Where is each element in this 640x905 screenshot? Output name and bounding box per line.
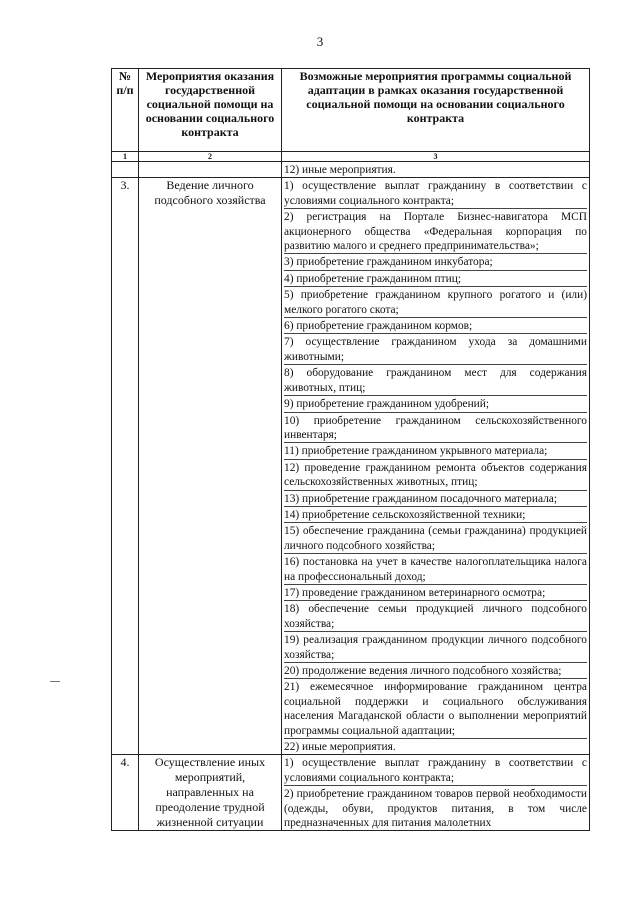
table-header-row bbox=[112, 69, 590, 152]
list-item: 21) ежемесячное информирование гражданином центра социальной поддержки и социального обслуживания населения Магаданской области о выполнении мероприятий программы социальной адаптации; bbox=[284, 679, 587, 739]
row-number-cell bbox=[112, 162, 139, 178]
row-name: Ведение личного подсобного хозяйства bbox=[139, 178, 282, 755]
list-item: 8) оборудование гражданином мест для содержания животных, птиц; bbox=[284, 365, 587, 396]
list-item: 17) проведение гражданином ветеринарного осмотра; bbox=[284, 585, 587, 601]
list-item: 15) обеспечение гражданина (семьи гражданина) продукцией личного подсобного хозяйства; bbox=[284, 523, 587, 554]
table-row bbox=[112, 755, 590, 831]
header-possible-measures: Возможные мероприятия программы социальной адаптации в рамках оказания государственной социальной помощи на основании социального контракта bbox=[282, 69, 590, 152]
list-item: 2) регистрация на Портале Бизнес-навигатора МСП акционерного общества «Федеральная корпорация по развитию малого и среднего предпринимательства»; bbox=[284, 209, 587, 254]
column-number: 2 bbox=[139, 152, 282, 162]
list-item: 16) постановка на учет в качестве налогоплательщика налога на профессиональный доход; bbox=[284, 554, 587, 585]
row-name: Осуществление иных мероприятий, направленных на преодоление трудной жизненной ситуации bbox=[139, 755, 282, 831]
page-number: 3 bbox=[316, 34, 324, 49]
list-item: 22) иные мероприятия. bbox=[284, 741, 396, 754]
list-item: 11) приобретение гражданином укрывного материала; bbox=[284, 443, 587, 459]
row-items-cell bbox=[282, 162, 590, 178]
table-row bbox=[112, 178, 590, 755]
measures-table bbox=[111, 68, 590, 831]
row-name-cell bbox=[139, 162, 282, 178]
row-items-cell bbox=[282, 755, 590, 831]
list-item: 14) приобретение сельскохозяйственной техники; bbox=[284, 507, 587, 523]
row-items-cell bbox=[282, 178, 590, 755]
list-item: 13) приобретение гражданином посадочного материала; bbox=[284, 491, 587, 507]
list-item: 12) проведение гражданином ремонта объектов содержания сельскохозяйственных животных, птиц; bbox=[284, 460, 587, 491]
list-item: 3) приобретение гражданином инкубатора; bbox=[284, 254, 587, 270]
list-item: 19) реализация гражданином продукции личного подсобного хозяйства; bbox=[284, 632, 587, 663]
list-item: 5) приобретение гражданином крупного рогатого и (или) мелкого рогатого скота; bbox=[284, 287, 587, 318]
list-item: 2) приобретение гражданином товаров первой необходимости (одежды, обуви, продуктов питания, в том числе предназначенных для питания малолетних bbox=[284, 788, 587, 830]
header-measures: Мероприятия оказания государственной социальной помощи на основании социального контракта bbox=[139, 69, 282, 152]
column-number-row bbox=[112, 152, 590, 162]
list-item: 20) продолжение ведения личного подсобного хозяйства; bbox=[284, 663, 587, 679]
list-item: 10) приобретение гражданином сельскохозяйственного инвентаря; bbox=[284, 413, 587, 444]
margin-mark bbox=[50, 681, 60, 682]
list-item: 1) осуществление выплат гражданину в соответствии с условиями социального контракта; bbox=[284, 755, 587, 786]
list-item: 6) приобретение гражданином кормов; bbox=[284, 318, 587, 334]
row-number: 3. bbox=[112, 178, 139, 755]
column-number: 3 bbox=[282, 152, 590, 162]
row-number: 4. bbox=[112, 755, 139, 831]
table-row bbox=[112, 162, 590, 178]
list-item: 18) обеспечение семьи продукцией личного подсобного хозяйства; bbox=[284, 601, 587, 632]
list-item: 12) иные мероприятия. bbox=[284, 164, 396, 176]
header-number: № п/п bbox=[112, 69, 139, 152]
column-number: 1 bbox=[112, 152, 139, 162]
list-item: 1) осуществление выплат гражданину в соответствии с условиями социального контракта; bbox=[284, 178, 587, 209]
list-item: 7) осуществление гражданином ухода за домашними животными; bbox=[284, 334, 587, 365]
list-item: 9) приобретение гражданином удобрений; bbox=[284, 396, 587, 412]
list-item: 4) приобретение гражданином птиц; bbox=[284, 271, 587, 287]
